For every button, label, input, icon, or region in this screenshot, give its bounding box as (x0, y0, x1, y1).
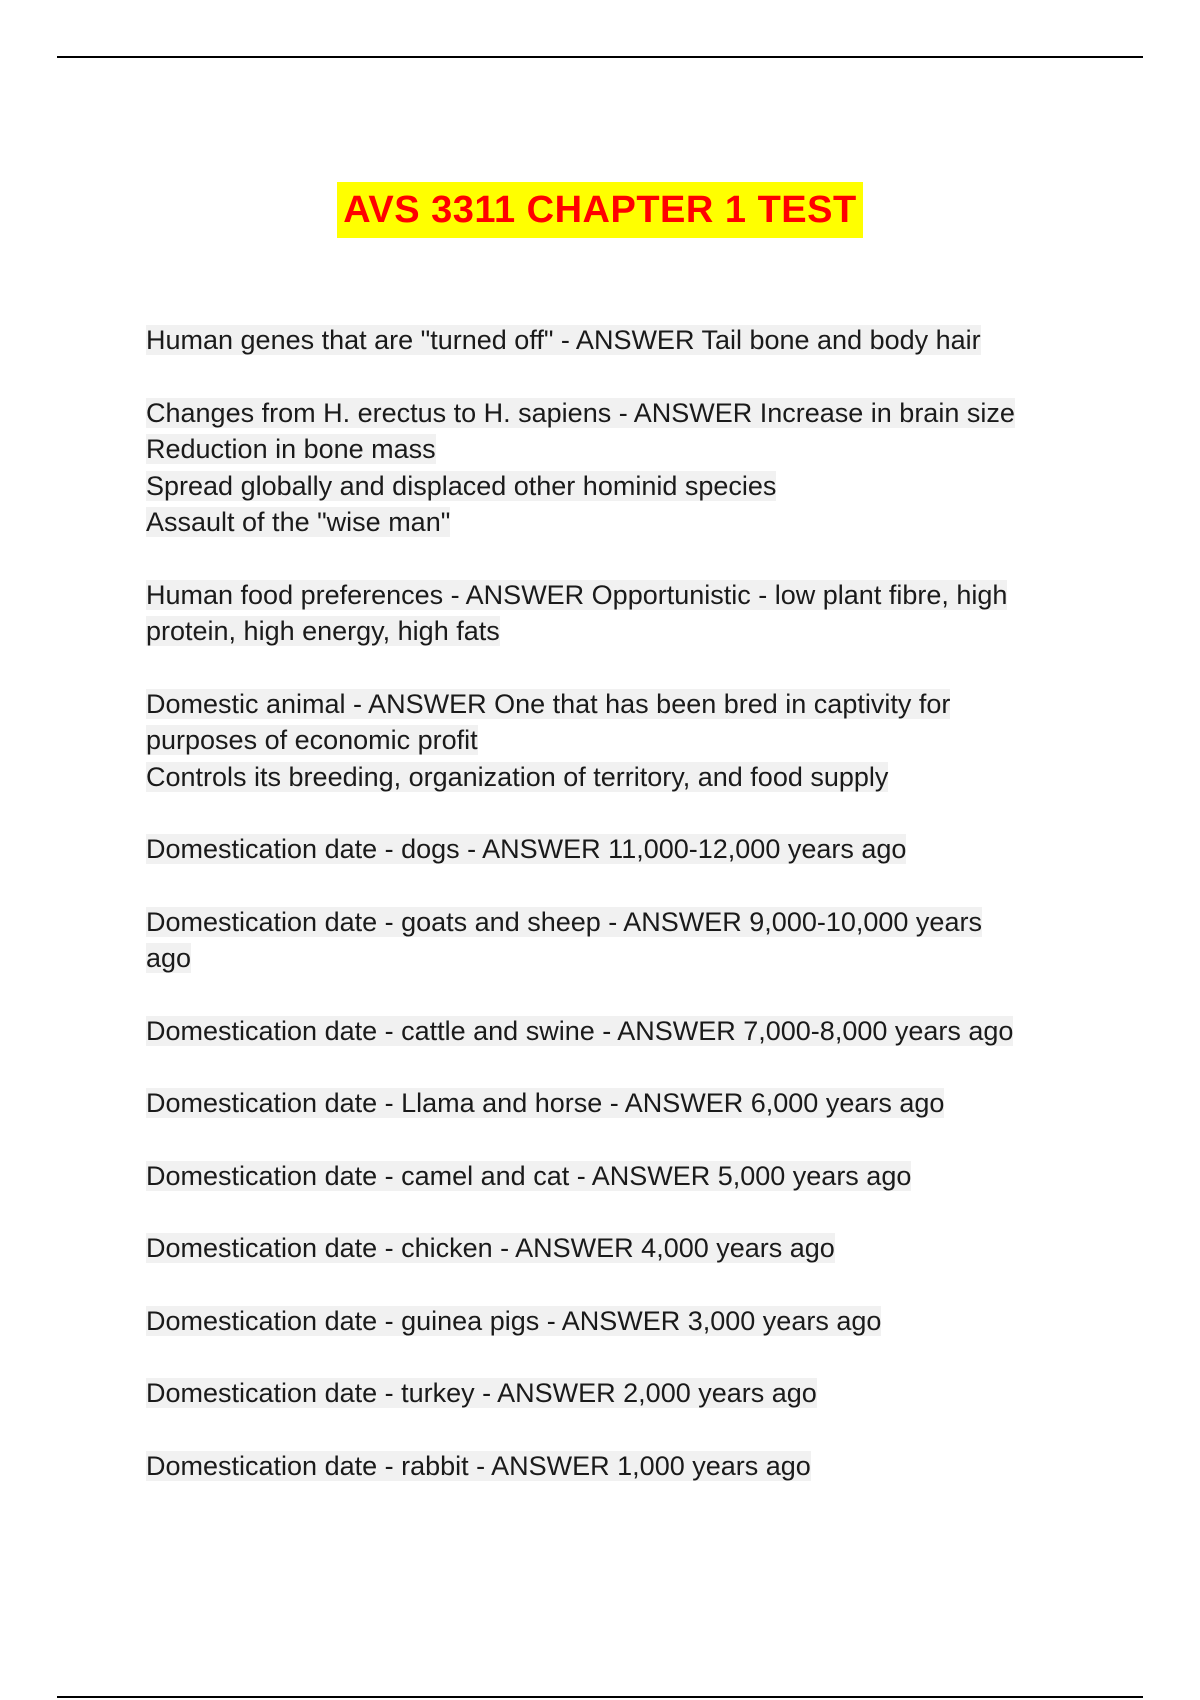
qa-line (146, 722, 1066, 759)
qa-entry (146, 1375, 1066, 1412)
qa-line-text: Reduction in bone mass (146, 434, 436, 464)
qa-line (146, 322, 1066, 359)
qa-entry (146, 1448, 1066, 1485)
qa-entry (146, 1230, 1066, 1267)
qa-line (146, 831, 1066, 868)
qa-entry (146, 577, 1066, 650)
qa-line (146, 468, 1066, 505)
bottom-divider (57, 1696, 1143, 1698)
qa-entry (146, 1158, 1066, 1195)
qa-line-text: Controls its breeding, organization of territory, and food supply (146, 761, 889, 792)
qa-line-text: Domestication date - Llama and horse - ANSWER 6,000 years ago (146, 1088, 945, 1118)
qa-line-text: Changes from H. erectus to H. sapiens - ANSWER Increase in brain size (146, 397, 1015, 428)
qa-line (146, 395, 1066, 432)
qa-entry (146, 1085, 1066, 1122)
qa-line (146, 1303, 1066, 1340)
qa-line (146, 1158, 1066, 1195)
qa-entry (146, 831, 1066, 868)
qa-line-text: Domestication date - guinea pigs - ANSWER 3,000 years ago (146, 1305, 882, 1336)
qa-line-text: Domestication date - turkey - ANSWER 2,000 years ago (146, 1378, 817, 1408)
qa-line-text: protein, high energy, high fats (146, 616, 500, 646)
qa-line (146, 686, 1066, 723)
qa-line (146, 1375, 1066, 1412)
qa-line-text: Human food preferences - ANSWER Opportunistic - low plant fibre, high (146, 579, 1008, 610)
qa-line-text: Domestication date - camel and cat - ANSWER 5,000 years ago (146, 1160, 912, 1191)
qa-line (146, 759, 1066, 796)
title-container (0, 182, 1200, 238)
qa-line-text: Domestication date - chicken - ANSWER 4,000 years ago (146, 1233, 835, 1263)
qa-line-text: Domestication date - dogs - ANSWER 11,000-12,000 years ago (146, 834, 907, 864)
qa-entry (146, 686, 1066, 796)
qa-entry (146, 395, 1066, 541)
qa-line (146, 577, 1066, 614)
qa-line (146, 431, 1066, 468)
qa-entry (146, 904, 1066, 977)
qa-line (146, 1013, 1066, 1050)
qa-line-text: ago (146, 943, 192, 973)
qa-entry (146, 322, 1066, 359)
top-divider (57, 56, 1143, 58)
qa-line (146, 940, 1066, 977)
qa-line-text: Assault of the "wise man" (146, 507, 451, 537)
qa-line-text: Domestication date - goats and sheep - ANSWER 9,000-10,000 years (146, 906, 982, 937)
qa-line (146, 1448, 1066, 1485)
qa-line (146, 904, 1066, 941)
qa-line-text: Domestication date - cattle and swine - ANSWER 7,000-8,000 years ago (146, 1015, 1014, 1046)
qa-entry (146, 1013, 1066, 1050)
qa-line-text: Domestication date - rabbit - ANSWER 1,000 years ago (146, 1450, 811, 1481)
qa-line-text: Spread globally and displaced other hominid species (146, 470, 777, 501)
document-title: AVS 3311 CHAPTER 1 TEST (337, 182, 862, 238)
qa-line (146, 613, 1066, 650)
qa-line (146, 504, 1066, 541)
qa-entry (146, 1303, 1066, 1340)
qa-line-text: Domestic animal - ANSWER One that has been bred in captivity for (146, 688, 951, 719)
qa-line (146, 1085, 1066, 1122)
qa-line-text: Human genes that are "turned off" - ANSWER Tail bone and body hair (146, 325, 981, 355)
qa-line (146, 1230, 1066, 1267)
qa-line-text: purposes of economic profit (146, 725, 478, 755)
qa-list (146, 322, 1066, 1520)
